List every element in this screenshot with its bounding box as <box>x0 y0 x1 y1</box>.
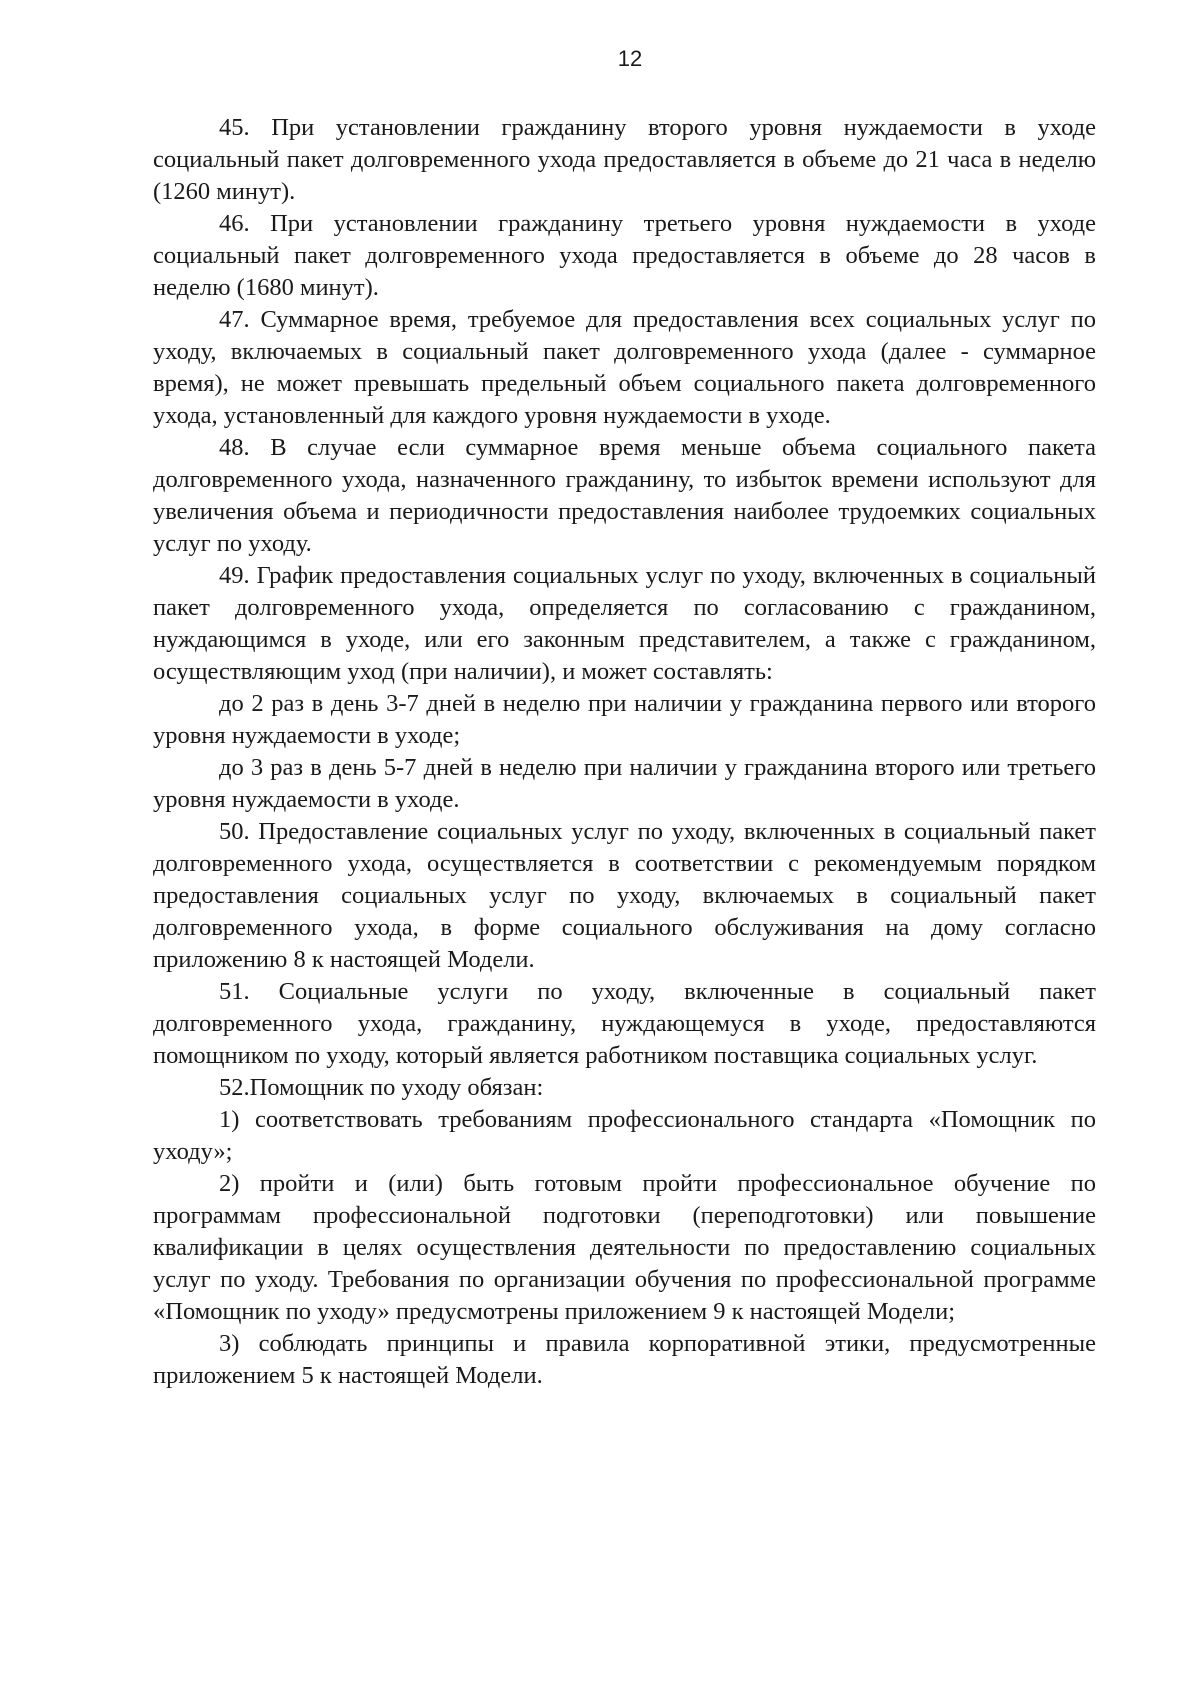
paragraph-47: 47. Суммарное время, требуемое для предоставления всех социальных услуг по уходу, включаемых в социальный пакет долговременного ухода (далее - суммарное время), не может превышать предельный объем социального пакета долговременного ухода, установленный для каждого уровня нуждаемости в уходе. <box>153 306 1096 429</box>
paragraph-51: 51. Социальные услуги по уходу, включенные в социальный пакет долговременного ухода, гражданину, нуждающемуся в уходе, предоставляются помощником по уходу, который является работником поставщика социальных услуг. <box>153 978 1096 1069</box>
paragraph-52-item-1: 1) соответствовать требованиям профессионального стандарта «Помощник по уходу»; <box>153 1106 1096 1165</box>
paragraph-49-item-1: до 2 раз в день 3-7 дней в неделю при наличии у гражданина первого или второго уровня нуждаемости в уходе; <box>153 690 1096 749</box>
paragraph-52-item-3: 3) соблюдать принципы и правила корпоративной этики, предусмотренные приложением 5 к настоящей Модели. <box>153 1330 1096 1389</box>
paragraph-48: 48. В случае если суммарное время меньше объема социального пакета долговременного ухода, назначенного гражданину, то избыток времени используют для увеличения объема и периодичности предоставления наиболее трудоемких социальных услуг по уходу. <box>153 434 1096 557</box>
paragraph-52: 52.Помощник по уходу обязан: <box>219 1074 544 1101</box>
paragraph-49-item-2: до 3 раз в день 5-7 дней в неделю при наличии у гражданина второго или третьего уровня нуждаемости в уходе. <box>153 754 1096 813</box>
paragraph-46: 46. При установлении гражданину третьего уровня нуждаемости в уходе социальный пакет долговременного ухода предоставляется в объеме до 28 часов в неделю (1680 минут). <box>153 210 1096 301</box>
paragraph-45: 45. При установлении гражданину второго уровня нуждаемости в уходе социальный пакет долговременного ухода предоставляется в объеме до 21 часа в неделю (1260 минут). <box>153 114 1096 205</box>
paragraph-50: 50. Предоставление социальных услуг по уходу, включенных в социальный пакет долговременного ухода, осуществляется в соответствии с рекомендуемым порядком предоставления социальных услуг по уходу, включаемых в социальный пакет долговременного ухода, в форме социального обслуживания на дому согласно приложению 8 к настоящей Модели. <box>153 818 1096 973</box>
document-body <box>153 112 1096 1392</box>
paragraph-49: 49. График предоставления социальных услуг по уходу, включенных в социальный пакет долговременного ухода, определяется по согласованию с гражданином, нуждающимся в уходе, или его законным представителем, а также с гражданином, осуществляющим уход (при наличии), и может составлять: <box>153 562 1096 685</box>
paragraph-52-item-2: 2) пройти и (или) быть готовым пройти профессиональное обучение по программам профессиональной подготовки (переподготовки) или повышение квалификации в целях осуществления деятельности по предоставлению социальных услуг по уходу. Требования по организации обучения по профессиональной программе «Помощник по уходу» предусмотрены приложением 9 к настоящей Модели; <box>153 1170 1096 1325</box>
page-number: 12 <box>617 46 643 71</box>
